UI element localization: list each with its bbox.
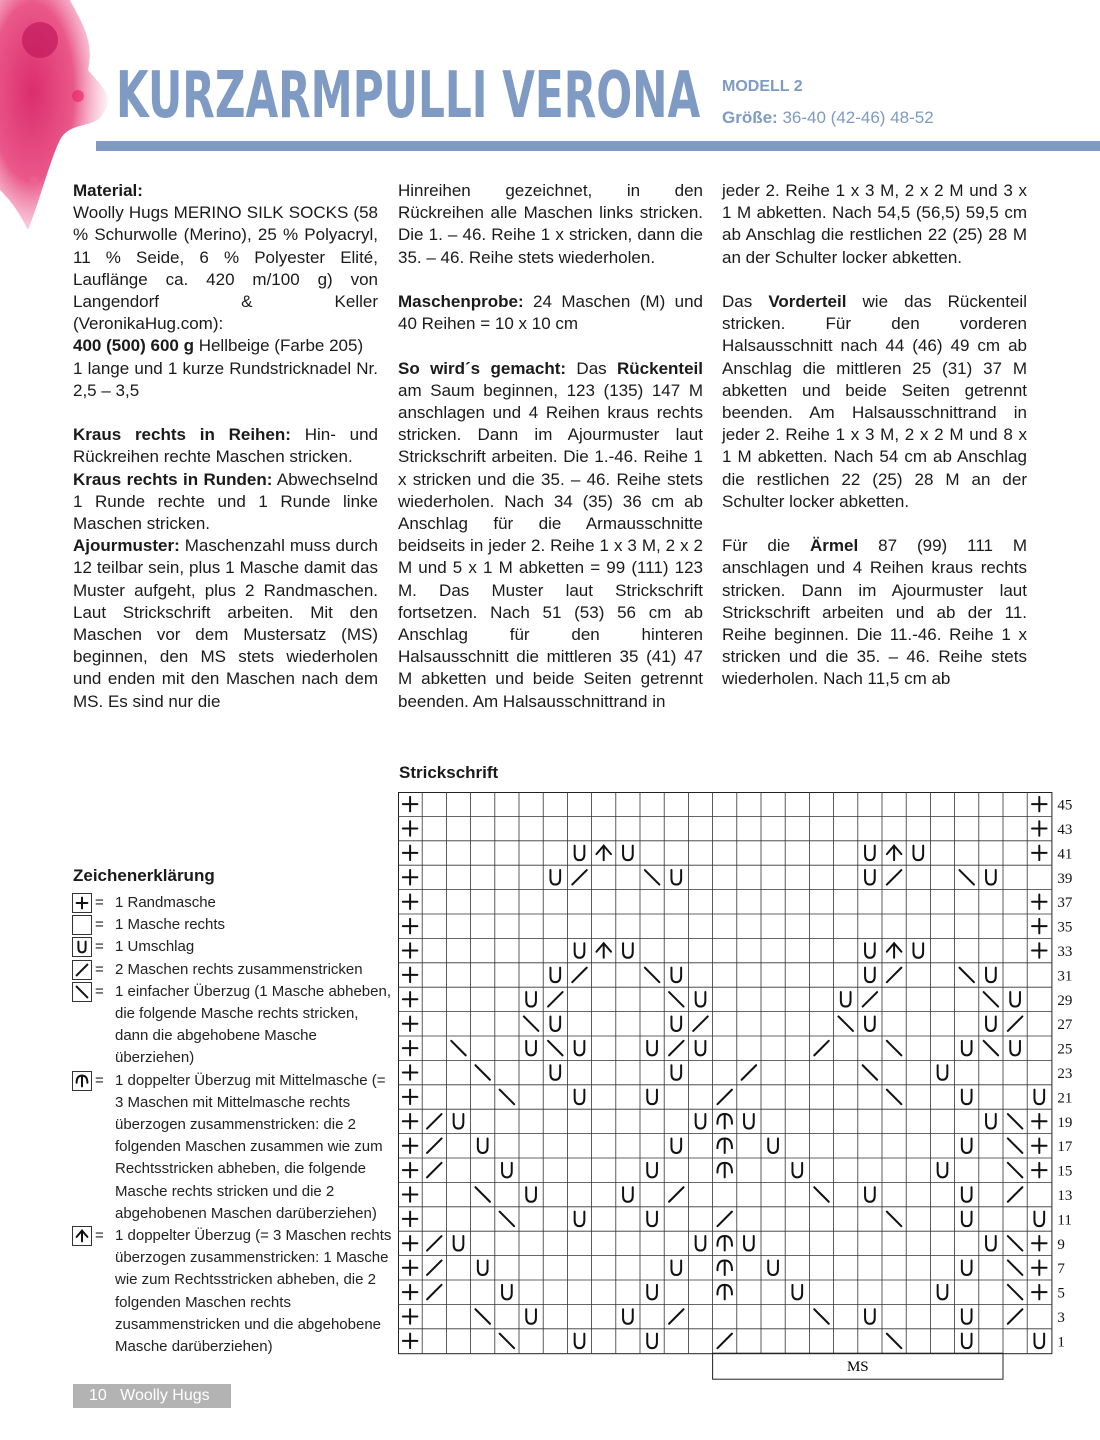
legend-equals: =: [95, 1071, 104, 1089]
row-number: 11: [1057, 1212, 1072, 1229]
size-info: [722, 108, 934, 128]
how-label: So wird´s gemacht:: [398, 358, 567, 378]
row-number: 45: [1057, 797, 1073, 814]
row-number: 7: [1057, 1261, 1065, 1278]
legend-item-sk2p: [73, 1225, 393, 1358]
legend-item-text: 1 einfacher Überzug (1 Masche abheben, die folgende Masche rechts stricken, dann die abgehobene Masche überziehen): [115, 982, 392, 1067]
row-number: 35: [1057, 919, 1073, 936]
edge-symbol-icon: [73, 894, 91, 912]
legend-item-text: 1 Umschlag: [115, 938, 195, 956]
page-number: 10: [89, 1387, 107, 1404]
aermel-text: 87 (99) 111 M anschlagen und 4 Reihen kraus rechts stricken. Dann im Ajourmuster laut Strickschrift arbeiten und ab der 11. Reihe beginnen. Die 11.-46. Reihe 1 x stricken und die 35. – 46. Reihe stets wiederholen. Nach 11,5 cm ab: [722, 536, 1028, 689]
row-number: 41: [1057, 846, 1073, 863]
symbol-legend: [73, 866, 393, 1358]
col3-cont-text: jeder 2. Reihe 1 x 3 M, 2 x 2 M und 3 x 1 M abketten. Nach 54,5 (56,5) 59,5 cm ab Anschlag die restlichen 22 (25) 28 M an der Schulter locker abketten.: [722, 181, 1027, 267]
legend-items: [73, 892, 393, 1358]
model-number: MODELL 2: [722, 78, 803, 95]
chart-title: Strickschrift: [399, 763, 499, 782]
footer-brand: Woolly Hugs: [120, 1387, 210, 1404]
row-number: 19: [1057, 1114, 1073, 1131]
knit-symbol-icon: [73, 916, 91, 934]
row-number: 17: [1057, 1139, 1073, 1156]
aermel-pre: Für die: [722, 536, 791, 556]
text-column-3: [722, 180, 1027, 691]
legend-item-text: 1 Masche rechts: [115, 916, 226, 934]
material-text: Woolly Hugs MERINO SILK SOCKS (58 % Schurwolle (Merino), 25 % Polyacryl, 11 % Seide, 6 % Polyester Elité, Lauflänge ca. 420 m/100 g) von Langendorf & Keller (VeronikaHug.com):: [73, 203, 378, 334]
legend-equals: =: [95, 982, 104, 1000]
row-number: 23: [1057, 1065, 1073, 1082]
kraus-reihen-label: Kraus rechts in Reihen:: [73, 425, 291, 445]
legend-item-yo: [73, 936, 393, 958]
page-title: KURZARMPULLI VERONA: [116, 59, 701, 133]
vorder-pre: Das: [722, 292, 753, 311]
sk2p-symbol-icon: [73, 1227, 91, 1245]
knitting-chart: [398, 792, 1098, 1382]
legend-equals: =: [95, 960, 104, 978]
how-text-2: am Saum beginnen, 123 (135) 147 M anschlagen und 4 Reihen kraus rechts stricken. Dann im Ajourmuster laut Strickschrift arbeiten. Die 1.-46. Reihe 1 x stricken und die 35. – 46. Reihe stets wiederholen. Nach 34 (35) 36 cm ab Anschlag für die Armausschnitte beidseits in jeder 2. Reihe 1 x 3 M, 2 x 2 M und 5 x 1 M abketten = 99 (111) 123 M. Das Muster laut Strickschrift fortsetzen. Nach 51 (53) 56 cm ab Anschlag für den hinteren Halsausschnitt die mittleren 35 (41) 47 M abketten und beide Seiten getrennt beenden. Am Halsausschnittrand in: [398, 380, 703, 711]
row-number: 1: [1057, 1334, 1065, 1351]
row-number: 39: [1057, 870, 1073, 887]
text-column-2: [398, 180, 703, 713]
row-number: 3: [1057, 1309, 1065, 1326]
kraus-runden-label: Kraus rechts in Runden:: [73, 469, 273, 489]
row-number: 25: [1057, 1041, 1073, 1058]
ajour-text: Maschenzahl muss durch 12 teilbar sein, plus 1 Masche damit das Muster aufgeht, plus 2 Randmaschen. Laut Strickschrift arbeiten. Mit den Maschen vor dem Mustersatz (MS) beginnen, den MS stets wiederholen und enden mit den Maschen nach dem MS. Es sind nur die: [73, 536, 378, 711]
legend-item-text: 1 doppelter Überzug mit Mittelmasche (= 3 Maschen mit Mittelmasche rechts überzogen zusammenstricken: die 2 folgenden Maschen zusammen wie zum Rechtsstricken abheben, die folgende Masche rechts stricken und die 2 abgehobenen Maschen darüberziehen): [115, 1071, 386, 1222]
ms-label: MS: [846, 1359, 869, 1376]
row-number: 29: [1057, 992, 1073, 1009]
legend-item-text: 1 Randmasche: [115, 894, 216, 911]
ruecken-label: Rückenteil: [617, 358, 703, 378]
legend-equals: =: [95, 916, 104, 934]
legend-item-k2tog: [73, 959, 393, 981]
how-text-1: Das: [576, 358, 607, 378]
row-number: 31: [1057, 968, 1073, 985]
size-label: Größe:: [722, 108, 778, 127]
probe-label: Maschenprobe:: [398, 292, 524, 311]
row-number: 21: [1057, 1090, 1073, 1107]
row-number: 13: [1057, 1187, 1073, 1204]
row-number: 37: [1057, 895, 1073, 912]
legend-item-text: 2 Maschen rechts zusammenstricken: [115, 960, 363, 978]
row-number: 27: [1057, 1017, 1073, 1034]
ajour-label: Ajourmuster:: [73, 536, 180, 556]
amount-bold: 400 (500) 600 g: [73, 336, 194, 356]
text-column-1: [73, 180, 378, 713]
row-number: 9: [1057, 1236, 1065, 1253]
needles-text: 1 lange und 1 kurze Rundstricknadel Nr. 2,5 – 3,5: [73, 358, 378, 400]
legend-title: Zeichenerklärung: [73, 866, 215, 885]
k2tog-symbol-icon: [73, 961, 91, 979]
legend-equals: =: [95, 1227, 104, 1245]
row-number: 15: [1057, 1163, 1073, 1180]
kraus-reihen-text: Hin- und Rückreihen rechte Maschen stricken.: [73, 425, 378, 467]
kraus-runden-text: Abwechselnd 1 Runde rechte und 1 Runde linke Maschen stricken.: [73, 469, 378, 534]
col2-cont-text: Hinreihen gezeichnet, in den Rückreihen alle Maschen links stricken. Die 1. – 46. Reihe 1 x stricken, dann die 35. – 46. Reihe stets wiederholen.: [398, 181, 703, 267]
vorder-text: wie das Rückenteil stricken. Für den vorderen Halsausschnitt nach 44 (46) 49 cm ab Anschlag die mittleren 25 (31) 37 M abketten und beide Seiten getrennt beenden. Am Halsausschnittrand in jeder 2. Reihe 1 x 3 M, 2 x 2 M und 8 x 1 M abketten. Nach 54 cm ab Anschlag die restlichen 22 (25) 28 M an der Schulter locker abketten.: [722, 292, 1027, 511]
row-number: 43: [1057, 821, 1073, 838]
legend-equals: =: [95, 894, 104, 911]
ssk-symbol-icon: [73, 983, 91, 1001]
legend-item-text: 1 doppelter Überzug (= 3 Maschen rechts überzogen zusammenstricken: 1 Masche wie zum Rechtsstricken abheben, die 2 folgenden Maschen rechts zusammenstricken und die abgehobene Masche darüberziehen): [115, 1227, 392, 1356]
size-value: 36-40 (42-46) 48-52: [782, 108, 934, 127]
row-number: 33: [1057, 943, 1073, 960]
aermel-label: Ärmel: [810, 536, 859, 556]
vorder-label: Vorderteil: [768, 292, 847, 311]
header-rule: [96, 141, 1100, 151]
probe-text: 24 Maschen (M) und 40 Reihen = 10 x 10 cm: [398, 292, 703, 334]
legend-item-edge: [73, 892, 393, 914]
cdd-symbol-icon: [73, 1072, 91, 1090]
legend-item-cdd: [73, 1070, 393, 1225]
legend-item-knit: [73, 914, 393, 936]
row-number: 5: [1057, 1285, 1065, 1302]
material-label: Material:: [73, 181, 143, 200]
legend-equals: =: [95, 938, 104, 956]
legend-item-ssk: [73, 981, 393, 1070]
yo-symbol-icon: [73, 938, 91, 956]
page-footer: [73, 1384, 231, 1408]
amount-text: Hellbeige (Farbe 205): [198, 336, 364, 356]
